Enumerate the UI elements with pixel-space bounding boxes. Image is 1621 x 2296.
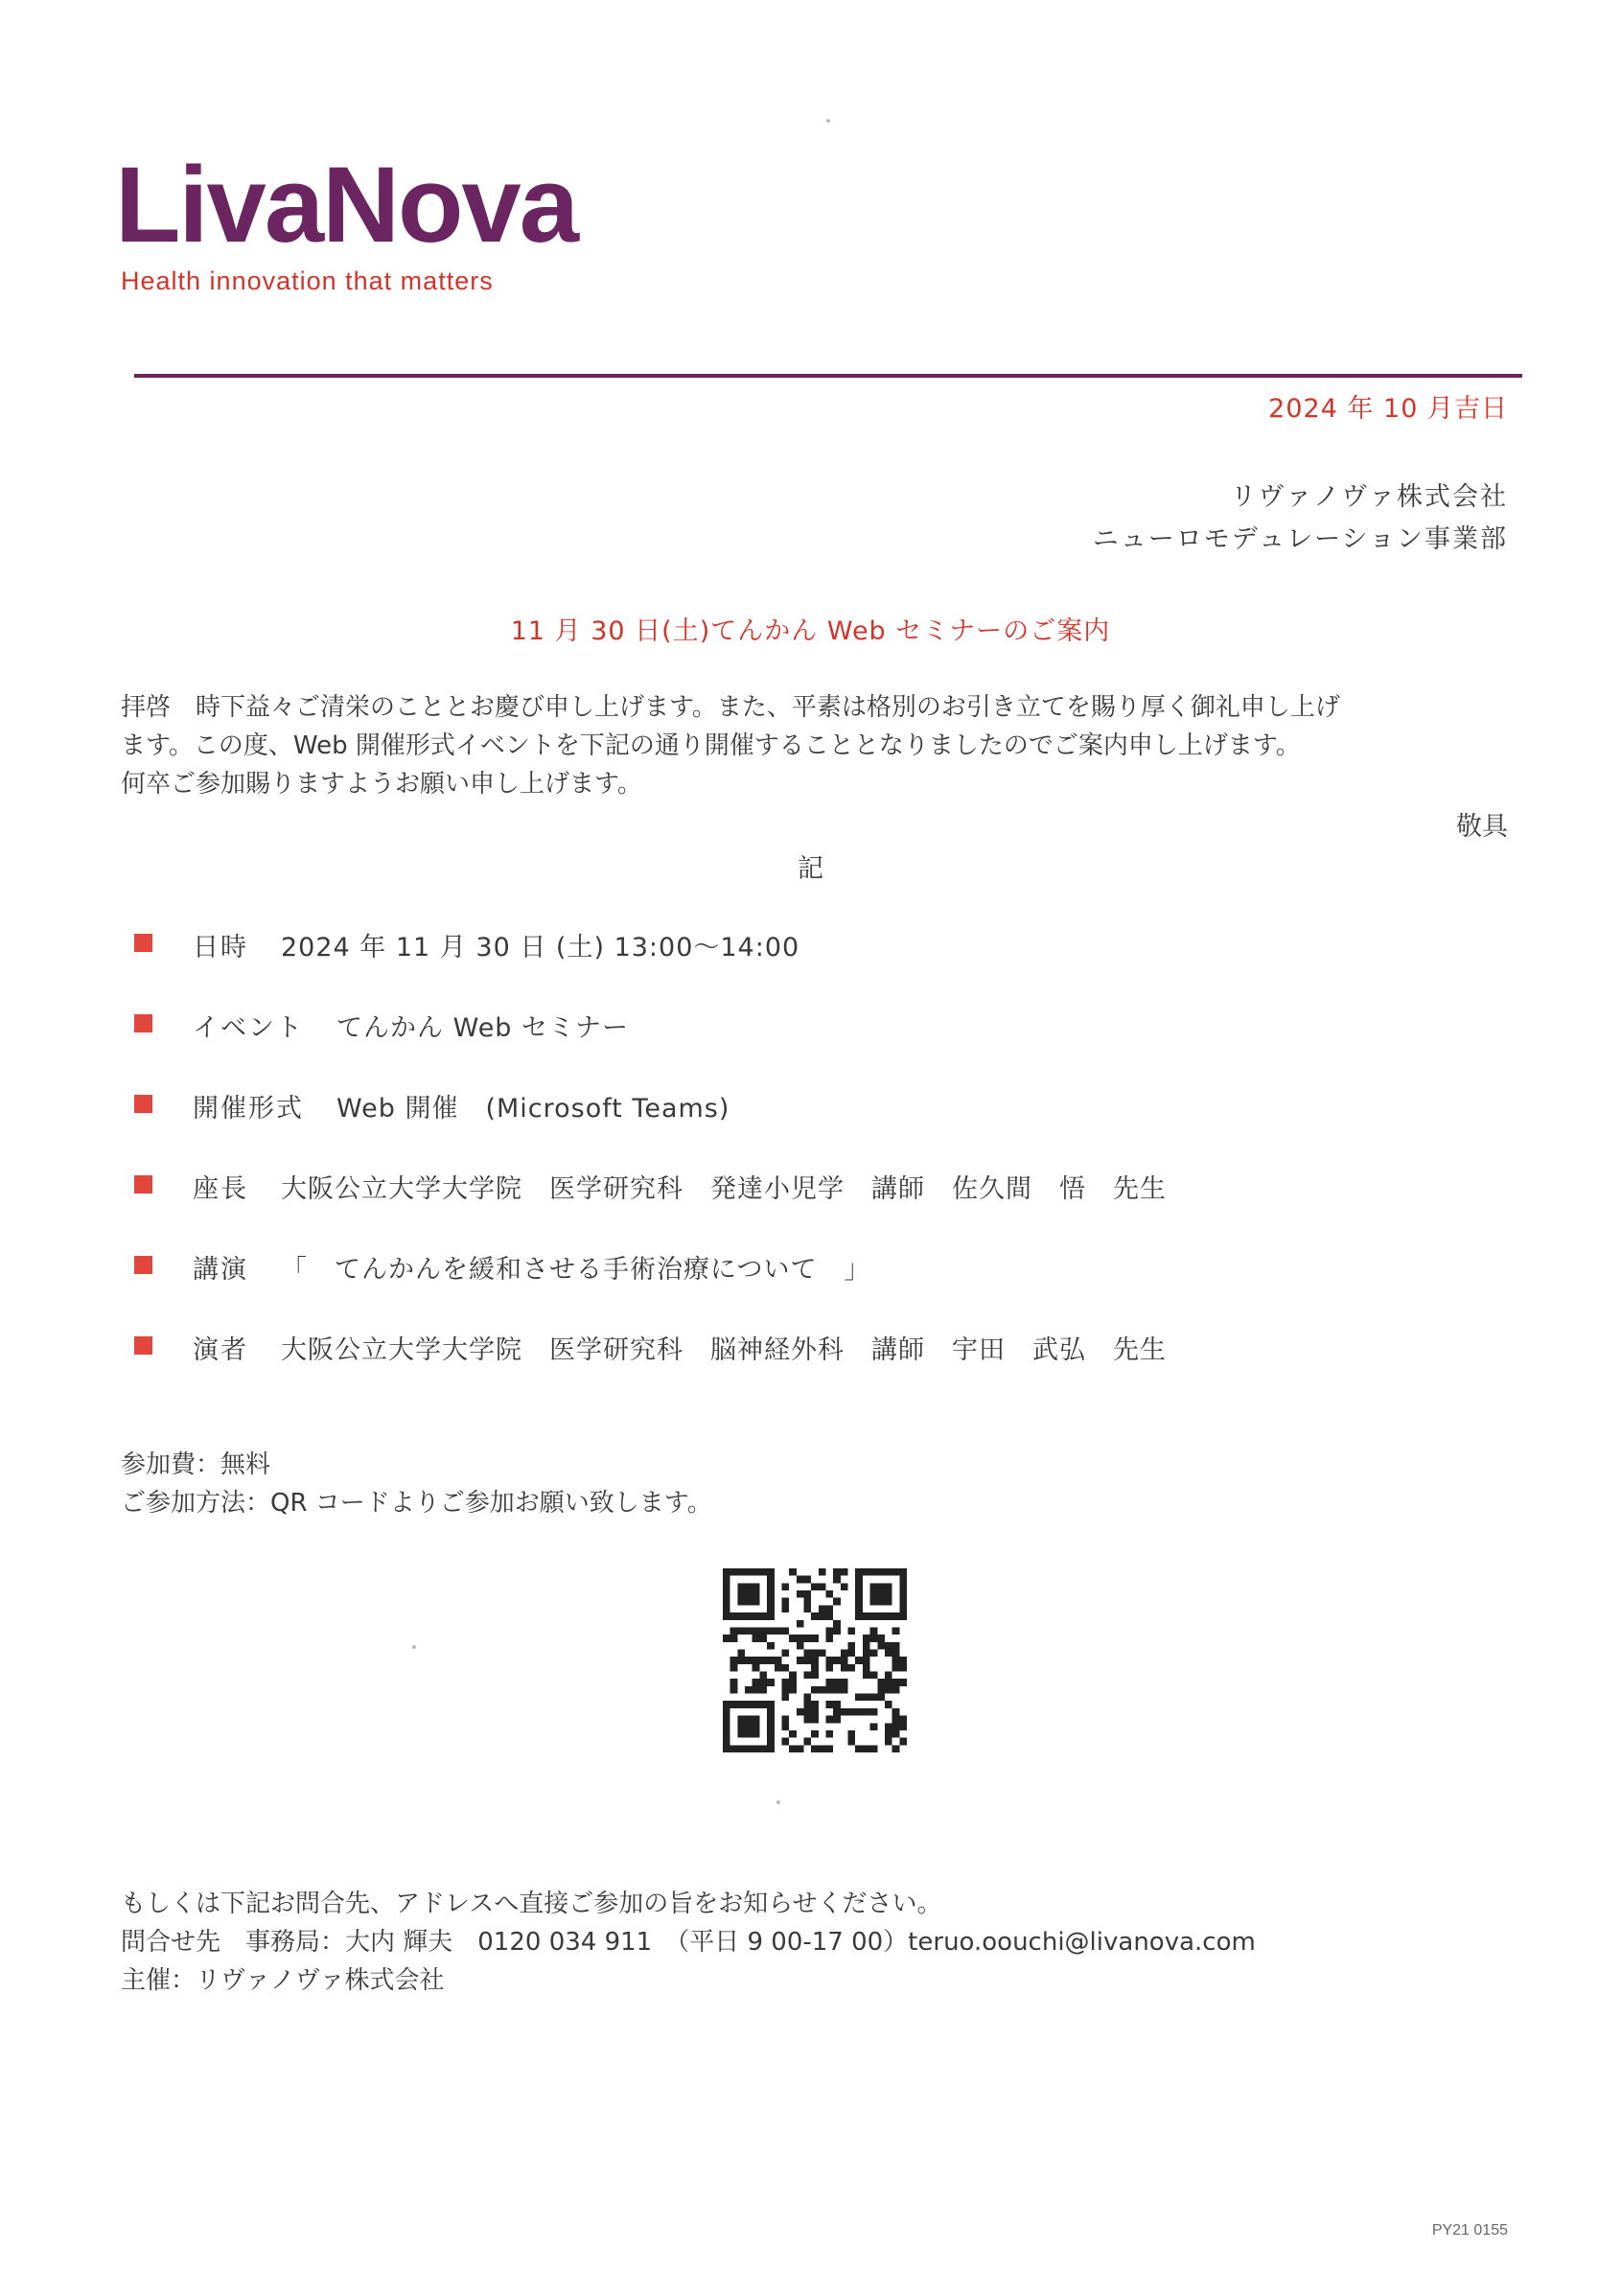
detail-label: 演者	[193, 1335, 248, 1365]
header-divider	[134, 374, 1522, 378]
contact-details: 問合せ先 事務局：大内 輝夫 0120 034 911 （平日 9 00-17 00）teruo.oouchi@livanova.com	[121, 1928, 1256, 1957]
detail-label: 日時	[193, 933, 248, 962]
detail-value: 大阪公立大学大学院 医学研究科 脳神経外科 講師 宇田 武弘 先生	[281, 1335, 1167, 1365]
detail-label: 講演	[193, 1255, 248, 1285]
greeting-paragraph	[121, 688, 1511, 803]
document-code: PY21 0155	[1431, 2222, 1508, 2238]
greeting-line: 拝啓 時下益々ご清栄のこととお慶び申し上げます。また、平素は格別のお引き立てを賜り厚く御礼申し上げ	[121, 693, 1340, 722]
detail-value: 「 てんかんを緩和させる手術治療について 」	[281, 1255, 871, 1285]
event-details-list	[134, 926, 1476, 1409]
ki-heading: 記	[798, 854, 823, 884]
detail-label: 開催形式	[193, 1094, 304, 1124]
greeting-line: 何卒ご参加賜りますようお願い申し上げます。	[121, 770, 642, 799]
detail-row-format	[134, 1087, 1476, 1168]
logo-text: LivaNova	[115, 145, 577, 265]
sender-company: リヴァノヴァ株式会社	[1230, 482, 1508, 512]
square-bullet-icon	[134, 934, 152, 952]
fee-line: 参加費：無料	[121, 1450, 271, 1479]
scan-speck	[412, 1645, 416, 1649]
detail-value: てんかん Web セミナー	[336, 1013, 630, 1043]
detail-label: イベント	[193, 1013, 304, 1043]
qr-code-icon[interactable]	[723, 1568, 907, 1752]
square-bullet-icon	[134, 1014, 152, 1032]
detail-value: 大阪公立大学大学院 医学研究科 発達小児学 講師 佐久間 悟 先生	[281, 1174, 1167, 1204]
closing-word: 敬具	[1456, 812, 1508, 842]
detail-row-datetime	[134, 926, 1476, 1007]
contact-instruction: もしくは下記お問合先、アドレスへ直接ご参加の旨をお知らせください。	[121, 1890, 942, 1918]
detail-label: 座長	[193, 1174, 248, 1204]
square-bullet-icon	[134, 1175, 152, 1194]
sender-department: ニューロモデュレーション事業部	[1092, 524, 1508, 554]
contact-info	[121, 1885, 1256, 2000]
detail-row-event	[134, 1007, 1476, 1087]
company-tagline: Health innovation that matters	[121, 267, 494, 295]
greeting-line: ます。この度、Web 開催形式イベントを下記の通り開催することとなりましたのでご案内申し上げます。	[121, 731, 1301, 760]
scan-speck	[776, 1800, 780, 1804]
letter-subject: 11 月 30 日(土)てんかん Web セミナーのご案内	[510, 616, 1111, 646]
scan-speck	[826, 119, 830, 123]
detail-row-speaker	[134, 1329, 1476, 1409]
square-bullet-icon	[134, 1336, 152, 1355]
detail-value: 2024 年 11 月 30 日 (土) 13:00～14:00	[281, 933, 800, 962]
organizer-line: 主催：リヴァノヴァ株式会社	[121, 1966, 445, 1995]
detail-row-chair	[134, 1168, 1476, 1248]
company-logo	[115, 145, 577, 265]
method-line: ご参加方法：QR コードよりご参加お願い致します。	[121, 1489, 712, 1518]
square-bullet-icon	[134, 1256, 152, 1274]
letter-date: 2024 年 10 月吉日	[1268, 394, 1508, 424]
detail-value: Web 開催 (Microsoft Teams)	[336, 1094, 730, 1124]
square-bullet-icon	[134, 1095, 152, 1113]
detail-row-lecture	[134, 1248, 1476, 1329]
participation-info	[121, 1446, 712, 1522]
